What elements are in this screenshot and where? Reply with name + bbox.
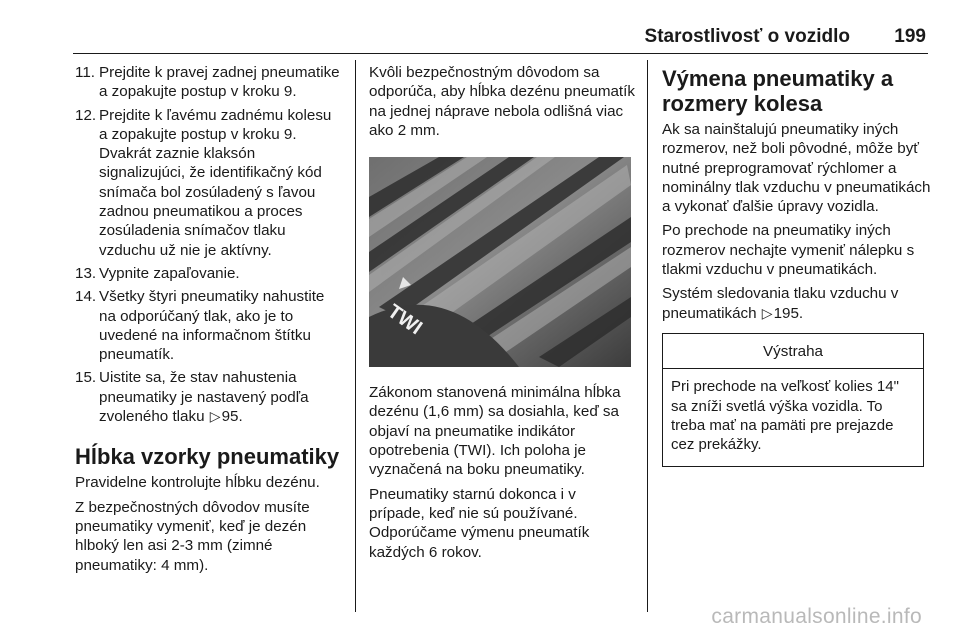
- paragraph: Z bezpečnostných dôvodov musíte pneumatiky vymeniť, keď je dezén hlboký len asi 2-3 mm (zimné pneumatiky: 4 mm).: [75, 498, 310, 574]
- list-item: [75, 106, 343, 260]
- page-reference-link[interactable]: 95.: [221, 408, 243, 426]
- step-number: 12.: [75, 106, 97, 124]
- list-item: [75, 63, 343, 102]
- page-reference-link[interactable]: 195.: [773, 304, 804, 322]
- section-heading-tread-depth: Hĺbka vzorky pneumatiky: [75, 444, 340, 470]
- step-number: 13.: [75, 264, 97, 282]
- tire-tread-image: [369, 157, 631, 367]
- twi-label: TWI: [383, 300, 427, 340]
- list-item: [75, 264, 343, 283]
- step-text: Uistite sa, že stav nahustenia pneumatiky je nastavený podľa zvoleného tlaku: [99, 369, 309, 426]
- tire-tread-photo: [369, 157, 631, 367]
- step-number: 15.: [75, 369, 97, 387]
- warning-title: Výstraha: [663, 334, 923, 369]
- column-3: [662, 66, 932, 467]
- paragraph: Pravidelne kontrolujte hĺbku dezénu.: [75, 474, 320, 492]
- watermark: carmanualsonline.info: [711, 605, 922, 628]
- step-number: 11.: [75, 64, 95, 81]
- paragraph: Zákonom stanovená minimálna hĺbka dezénu (1,6 mm) sa dosiahla, keď sa objaví na pneumatike indikátor opotrebenia (TWI). Ich poloha je vyznačená na boku pneumatiky.: [369, 384, 621, 479]
- step-text: Všetky štyri pneumatiky nahustite na odporúčaný tlak, ako je to uvedené na informačnom štítku pneumatík.: [99, 288, 325, 364]
- section-heading-tire-change: Výmena pneumatiky a rozmery kolesa: [662, 66, 894, 116]
- page-number: 199: [894, 26, 926, 47]
- paragraph-text: Systém sledovania tlaku vzduchu v pneumatikách: [662, 285, 899, 322]
- paragraph: Po prechode na pneumatiky iných rozmerov nechajte vymeniť nálepku s tlakmi vzduchu v pneumatikách.: [662, 222, 915, 279]
- step-text: Prejdite k ľavému zadnému kolesu a zopakujte postup v kroku 9. Dvakrát zaznie klaksón signalizujúci, že identifikačný kód snímača bol zosúladený s ľavou zadnou pneumatikou a proces zosúladenia snímačov tlaku vzduchu už nie je aktívny.: [99, 106, 332, 259]
- step-number: 14.: [75, 288, 97, 306]
- list-item: [75, 287, 343, 364]
- paragraph: [662, 284, 932, 323]
- column-divider-2: [647, 60, 648, 612]
- step-text: Prejdite k pravej zadnej pneumatike a zopakujte postup v kroku 9.: [99, 64, 340, 101]
- header-rule: [73, 53, 928, 54]
- warning-box: [662, 333, 924, 467]
- arrow-reference-icon: ▷: [209, 408, 221, 425]
- list-item: [75, 368, 343, 426]
- paragraph: Kvôli bezpečnostným dôvodom sa odporúča, aby hĺbka dezénu pneumatík na jednej náprave nebola odlišná viac ako 2 mm.: [369, 64, 635, 139]
- column-1: [75, 63, 343, 580]
- warning-text: Pri prechode na veľkosť kolies 14" sa zníži svetlá výška vozidla. To treba mať na pamäti pre prejazde cez prekážky.: [671, 378, 899, 454]
- step-list: [75, 63, 343, 426]
- step-text: Vypnite zapaľovanie.: [99, 264, 240, 282]
- paragraph: Ak sa nainštalujú pneumatiky iných rozmerov, než boli pôvodné, môže byť nutné preprogramovať rýchlomer a nominálny tlak vzduchu v pneumatikách a vykonať ďalšie úpravy vozidla.: [662, 121, 931, 216]
- page-header-title: Starostlivosť o vozidlo: [644, 26, 850, 47]
- column-divider-1: [355, 60, 356, 612]
- arrow-reference-icon: ▷: [761, 304, 773, 321]
- column-2: [369, 63, 635, 567]
- paragraph: Pneumatiky starnú dokonca i v prípade, keď nie sú používané. Odporúčame výmenu pneumatík každých 6 rokov.: [369, 485, 590, 561]
